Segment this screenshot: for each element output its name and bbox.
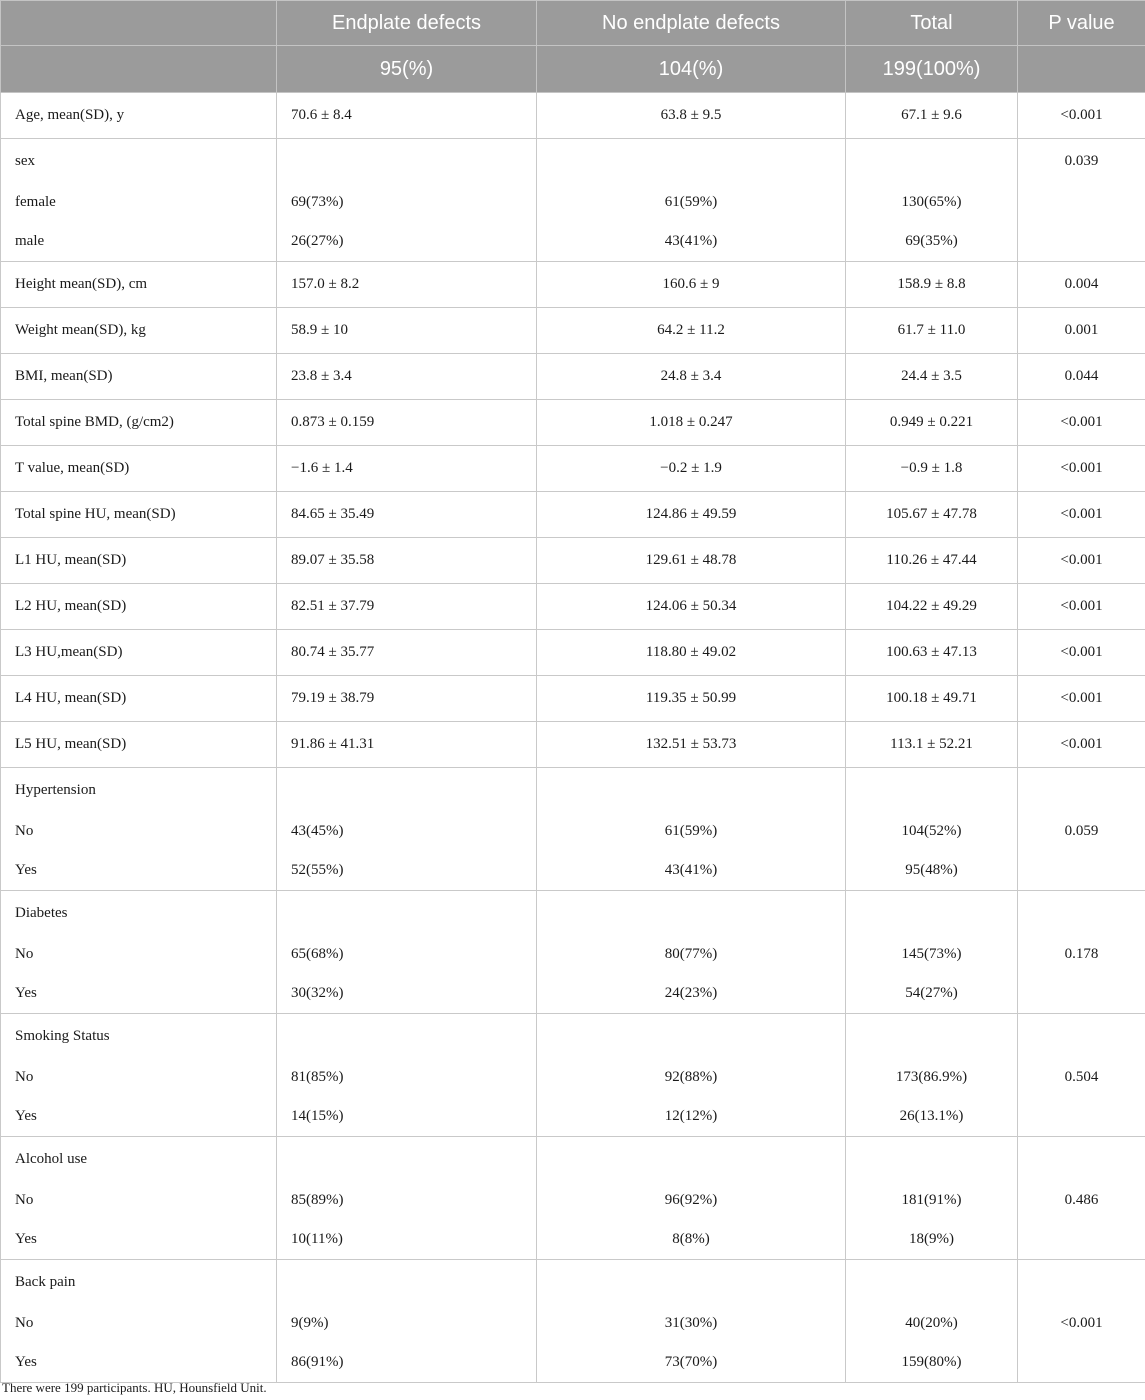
total-cell: 110.26 ± 47.44 [846, 538, 1018, 584]
endplate-defects-cell: 157.0 ± 8.2 [277, 262, 537, 308]
total-cell: 95(48%) [846, 850, 1018, 891]
variable-cell: Weight mean(SD), kg [1, 308, 277, 354]
p-value-cell: 0.044 [1018, 354, 1145, 400]
p-value-cell [1018, 1342, 1145, 1383]
total-cell [846, 891, 1018, 936]
total-cell: 100.18 ± 49.71 [846, 676, 1018, 722]
group-sub-row [1, 973, 1145, 1014]
total-cell: 61.7 ± 11.0 [846, 308, 1018, 354]
variable-cell: No [1, 935, 277, 973]
p-value-cell: 0.059 [1018, 812, 1145, 850]
variable-cell: Yes [1, 1342, 277, 1383]
variable-cell: Back pain [1, 1260, 277, 1305]
variable-cell: No [1, 1058, 277, 1096]
total-cell: 0.949 ± 0.221 [846, 400, 1018, 446]
table-row [1, 676, 1145, 722]
no-endplate-defects-cell: 92(88%) [537, 1058, 846, 1096]
header-total-count: 199(100%) [846, 46, 1018, 93]
endplate-defects-cell: −1.6 ± 1.4 [277, 446, 537, 492]
total-cell: 26(13.1%) [846, 1096, 1018, 1137]
total-cell: 104(52%) [846, 812, 1018, 850]
header-blank-cell [1, 46, 277, 93]
p-value-cell: <0.001 [1018, 630, 1145, 676]
group-heading-row [1, 1014, 1145, 1059]
p-value-cell: 0.001 [1018, 308, 1145, 354]
total-cell: 100.63 ± 47.13 [846, 630, 1018, 676]
header-row-group-names [1, 1, 1145, 46]
total-cell [846, 1014, 1018, 1059]
table-row [1, 538, 1145, 584]
endplate-defects-cell: 14(15%) [277, 1096, 537, 1137]
endplate-defects-cell: 10(11%) [277, 1219, 537, 1260]
table-row [1, 400, 1145, 446]
p-value-cell [1018, 1014, 1145, 1059]
no-endplate-defects-cell: 118.80 ± 49.02 [537, 630, 846, 676]
no-endplate-defects-cell: 96(92%) [537, 1181, 846, 1219]
endplate-defects-cell: 91.86 ± 41.31 [277, 722, 537, 768]
variable-cell: Total spine BMD, (g/cm2) [1, 400, 277, 446]
endplate-defects-cell: 23.8 ± 3.4 [277, 354, 537, 400]
header-p-value-blank [1018, 46, 1145, 93]
group-sub-row [1, 1058, 1145, 1096]
variable-cell: Height mean(SD), cm [1, 262, 277, 308]
endplate-defects-cell: 82.51 ± 37.79 [277, 584, 537, 630]
total-cell: 105.67 ± 47.78 [846, 492, 1018, 538]
total-cell: 18(9%) [846, 1219, 1018, 1260]
no-endplate-defects-cell: 80(77%) [537, 935, 846, 973]
group-sub-row [1, 183, 1145, 221]
group-sub-row [1, 1342, 1145, 1383]
endplate-defects-cell: 65(68%) [277, 935, 537, 973]
p-value-cell: <0.001 [1018, 400, 1145, 446]
variable-cell: Yes [1, 850, 277, 891]
group-sub-row [1, 1219, 1145, 1260]
no-endplate-defects-cell: 12(12%) [537, 1096, 846, 1137]
table-header [1, 1, 1145, 93]
p-value-cell: <0.001 [1018, 538, 1145, 584]
total-cell: 104.22 ± 49.29 [846, 584, 1018, 630]
variable-cell: L5 HU, mean(SD) [1, 722, 277, 768]
variable-cell: Total spine HU, mean(SD) [1, 492, 277, 538]
endplate-defects-cell: 30(32%) [277, 973, 537, 1014]
no-endplate-defects-cell: 24.8 ± 3.4 [537, 354, 846, 400]
endplate-defects-cell: 58.9 ± 10 [277, 308, 537, 354]
total-cell: 69(35%) [846, 221, 1018, 262]
endplate-defects-cell: 70.6 ± 8.4 [277, 93, 537, 139]
endplate-defects-cell: 85(89%) [277, 1181, 537, 1219]
variable-cell: Hypertension [1, 768, 277, 813]
p-value-cell: <0.001 [1018, 676, 1145, 722]
endplate-defects-cell: 81(85%) [277, 1058, 537, 1096]
total-cell: 173(86.9%) [846, 1058, 1018, 1096]
total-cell [846, 1137, 1018, 1182]
p-value-cell: <0.001 [1018, 93, 1145, 139]
p-value-cell [1018, 768, 1145, 813]
endplate-defects-cell [277, 891, 537, 936]
no-endplate-defects-cell: 129.61 ± 48.78 [537, 538, 846, 584]
total-cell: 40(20%) [846, 1304, 1018, 1342]
no-endplate-defects-cell: 8(8%) [537, 1219, 846, 1260]
total-cell: 54(27%) [846, 973, 1018, 1014]
table-row [1, 492, 1145, 538]
p-value-cell [1018, 850, 1145, 891]
no-endplate-defects-cell: 43(41%) [537, 850, 846, 891]
endplate-defects-cell: 9(9%) [277, 1304, 537, 1342]
no-endplate-defects-cell: 43(41%) [537, 221, 846, 262]
variable-cell: No [1, 1304, 277, 1342]
p-value-cell: 0.178 [1018, 935, 1145, 973]
p-value-cell: 0.039 [1018, 139, 1145, 184]
endplate-defects-cell: 69(73%) [277, 183, 537, 221]
table-row [1, 308, 1145, 354]
no-endplate-defects-cell: 64.2 ± 11.2 [537, 308, 846, 354]
no-endplate-defects-cell: 24(23%) [537, 973, 846, 1014]
p-value-cell [1018, 891, 1145, 936]
table-row [1, 584, 1145, 630]
p-value-cell [1018, 973, 1145, 1014]
p-value-cell: <0.001 [1018, 492, 1145, 538]
total-cell: 67.1 ± 9.6 [846, 93, 1018, 139]
variable-cell: L1 HU, mean(SD) [1, 538, 277, 584]
group-sub-row [1, 221, 1145, 262]
group-sub-row [1, 812, 1145, 850]
total-cell [846, 1260, 1018, 1305]
p-value-cell [1018, 1096, 1145, 1137]
endplate-defects-cell: 89.07 ± 35.58 [277, 538, 537, 584]
table-footnote: There were 199 participants. HU, Hounsfield Unit. [2, 1380, 267, 1395]
table-row [1, 354, 1145, 400]
p-value-cell [1018, 1137, 1145, 1182]
variable-cell: No [1, 1181, 277, 1219]
variable-cell: Yes [1, 1219, 277, 1260]
p-value-cell: <0.001 [1018, 446, 1145, 492]
group-sub-row [1, 935, 1145, 973]
total-cell: 145(73%) [846, 935, 1018, 973]
variable-cell: L3 HU,mean(SD) [1, 630, 277, 676]
no-endplate-defects-cell [537, 891, 846, 936]
variable-cell: Yes [1, 1096, 277, 1137]
header-total: Total [846, 1, 1018, 46]
total-cell: 24.4 ± 3.5 [846, 354, 1018, 400]
group-heading-row [1, 768, 1145, 813]
header-p-value: P value [1018, 1, 1145, 46]
variable-cell: T value, mean(SD) [1, 446, 277, 492]
variable-cell: female [1, 183, 277, 221]
no-endplate-defects-cell: −0.2 ± 1.9 [537, 446, 846, 492]
endplate-defects-cell [277, 1260, 537, 1305]
total-cell [846, 139, 1018, 184]
total-cell: 158.9 ± 8.8 [846, 262, 1018, 308]
group-heading-row [1, 1137, 1145, 1182]
p-value-cell [1018, 183, 1145, 221]
no-endplate-defects-cell [537, 768, 846, 813]
variable-cell: L2 HU, mean(SD) [1, 584, 277, 630]
variable-cell: male [1, 221, 277, 262]
p-value-cell [1018, 1219, 1145, 1260]
variable-cell: L4 HU, mean(SD) [1, 676, 277, 722]
no-endplate-defects-cell: 31(30%) [537, 1304, 846, 1342]
header-endplate-count: 95(%) [277, 46, 537, 93]
endplate-defects-cell [277, 1014, 537, 1059]
header-row-counts [1, 46, 1145, 93]
total-cell [846, 768, 1018, 813]
no-endplate-defects-cell: 63.8 ± 9.5 [537, 93, 846, 139]
variable-cell: sex [1, 139, 277, 184]
no-endplate-defects-cell: 132.51 ± 53.73 [537, 722, 846, 768]
p-value-cell: 0.504 [1018, 1058, 1145, 1096]
no-endplate-defects-cell [537, 139, 846, 184]
total-cell: 159(80%) [846, 1342, 1018, 1383]
p-value-cell [1018, 1260, 1145, 1305]
group-heading-row [1, 1260, 1145, 1305]
header-no-endplate-count: 104(%) [537, 46, 846, 93]
no-endplate-defects-cell [537, 1260, 846, 1305]
table-row [1, 630, 1145, 676]
total-cell: 113.1 ± 52.21 [846, 722, 1018, 768]
endplate-defects-cell: 0.873 ± 0.159 [277, 400, 537, 446]
table-row [1, 262, 1145, 308]
total-cell: 130(65%) [846, 183, 1018, 221]
endplate-defects-cell: 79.19 ± 38.79 [277, 676, 537, 722]
endplate-defects-cell: 26(27%) [277, 221, 537, 262]
p-value-cell: <0.001 [1018, 584, 1145, 630]
variable-cell: Yes [1, 973, 277, 1014]
no-endplate-defects-cell: 61(59%) [537, 183, 846, 221]
variable-cell: Age, mean(SD), y [1, 93, 277, 139]
variable-cell: Alcohol use [1, 1137, 277, 1182]
table-row [1, 93, 1145, 139]
endplate-defects-cell: 43(45%) [277, 812, 537, 850]
header-blank-cell [1, 1, 277, 46]
total-cell: 181(91%) [846, 1181, 1018, 1219]
variable-cell: BMI, mean(SD) [1, 354, 277, 400]
group-sub-row [1, 1181, 1145, 1219]
p-value-cell: <0.001 [1018, 722, 1145, 768]
endplate-defects-cell [277, 768, 537, 813]
p-value-cell: 0.486 [1018, 1181, 1145, 1219]
table-row [1, 446, 1145, 492]
endplate-defects-cell: 86(91%) [277, 1342, 537, 1383]
table-row [1, 722, 1145, 768]
header-no-endplate-defects: No endplate defects [537, 1, 846, 46]
group-sub-row [1, 850, 1145, 891]
group-heading-row [1, 139, 1145, 184]
group-sub-row [1, 1096, 1145, 1137]
no-endplate-defects-cell [537, 1014, 846, 1059]
p-value-cell [1018, 221, 1145, 262]
no-endplate-defects-cell: 124.86 ± 49.59 [537, 492, 846, 538]
header-endplate-defects: Endplate defects [277, 1, 537, 46]
p-value-cell: 0.004 [1018, 262, 1145, 308]
total-cell: −0.9 ± 1.8 [846, 446, 1018, 492]
endplate-defects-cell [277, 139, 537, 184]
no-endplate-defects-cell [537, 1137, 846, 1182]
no-endplate-defects-cell: 119.35 ± 50.99 [537, 676, 846, 722]
no-endplate-defects-cell: 124.06 ± 50.34 [537, 584, 846, 630]
endplate-defects-cell: 84.65 ± 35.49 [277, 492, 537, 538]
p-value-cell: <0.001 [1018, 1304, 1145, 1342]
no-endplate-defects-cell: 1.018 ± 0.247 [537, 400, 846, 446]
variable-cell: No [1, 812, 277, 850]
no-endplate-defects-cell: 160.6 ± 9 [537, 262, 846, 308]
endplate-defects-cell: 52(55%) [277, 850, 537, 891]
group-sub-row [1, 1304, 1145, 1342]
no-endplate-defects-cell: 73(70%) [537, 1342, 846, 1383]
no-endplate-defects-cell: 61(59%) [537, 812, 846, 850]
endplate-defects-cell [277, 1137, 537, 1182]
variable-cell: Smoking Status [1, 1014, 277, 1059]
table-body [1, 93, 1145, 1383]
group-heading-row [1, 891, 1145, 936]
endplate-defects-cell: 80.74 ± 35.77 [277, 630, 537, 676]
variable-cell: Diabetes [1, 891, 277, 936]
